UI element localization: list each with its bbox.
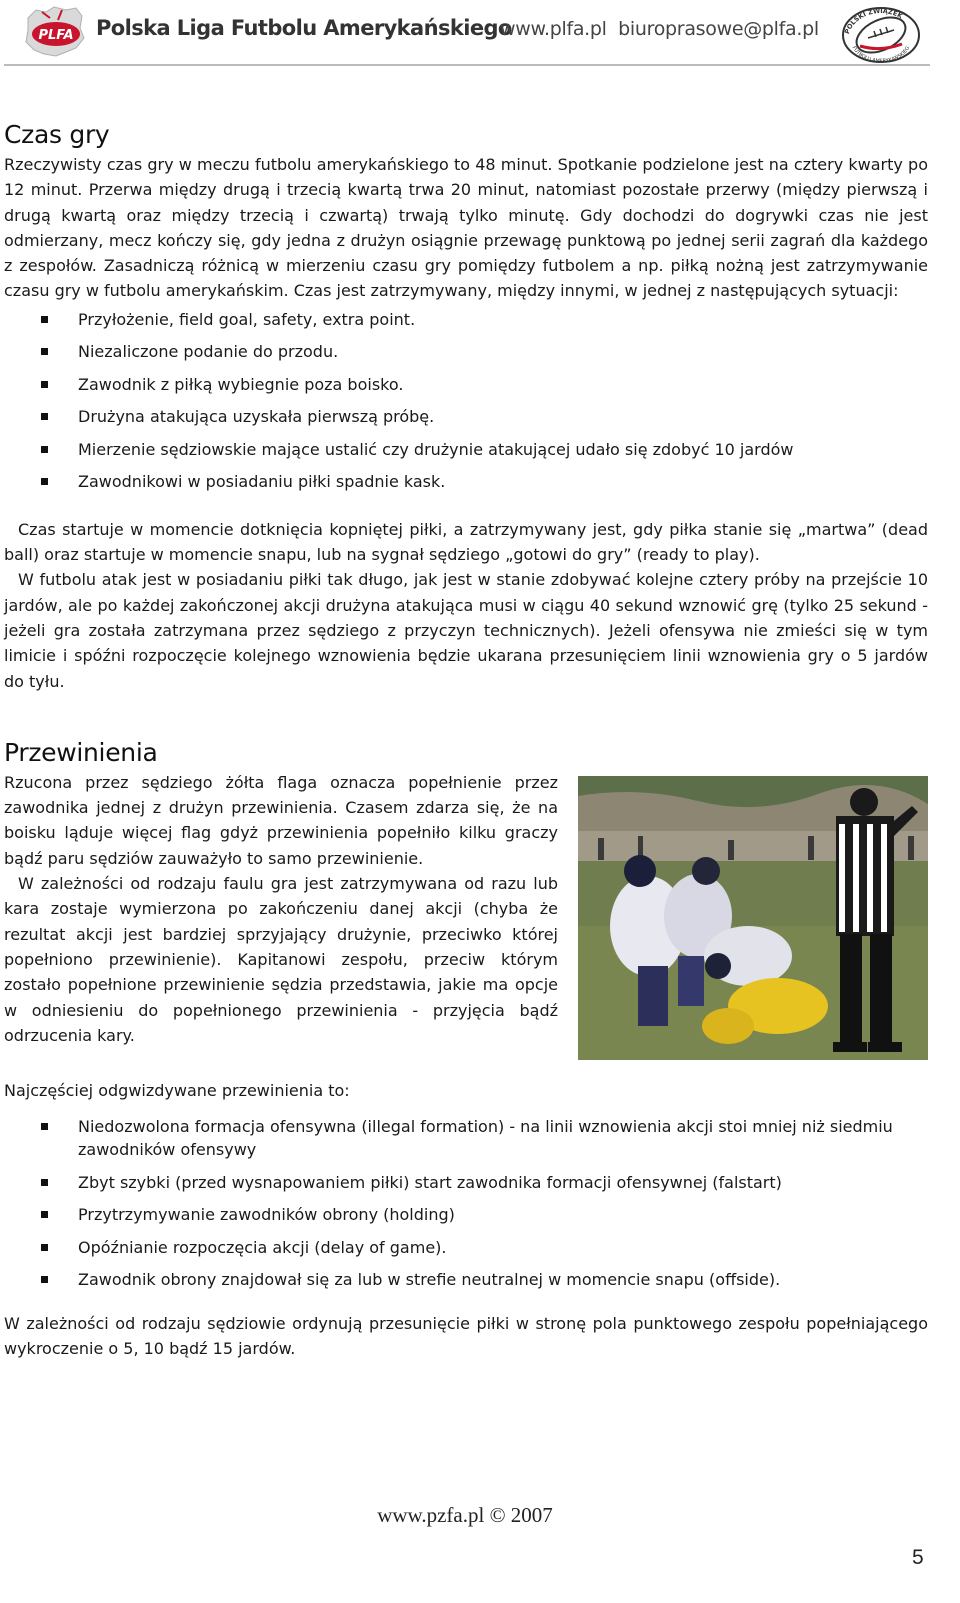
clock-stop-list bbox=[4, 308, 928, 494]
footer-site: www.pzfa.pl © 2007 bbox=[377, 1503, 553, 1527]
bullet-icon bbox=[41, 413, 48, 420]
list-item-text: Opóźnianie rozpoczęcia akcji (delay of game). bbox=[78, 1237, 447, 1257]
list-item-text: Niedozwolona formacja ofensywna (illegal formation) - na linii wznowienia akcji stoi mniej niż siedmiu zawodników ofensywy bbox=[78, 1117, 893, 1160]
penalties-list-intro: Najczęściej odgwizdywane przewinienia to: bbox=[4, 1080, 350, 1100]
bullet-icon bbox=[41, 1179, 48, 1186]
section-heading-penalties: Przewinienia bbox=[4, 737, 158, 767]
list-item bbox=[4, 1171, 928, 1194]
plfa-logo-text: PLFA bbox=[38, 28, 74, 43]
bullet-icon bbox=[41, 478, 48, 485]
plfa-logo bbox=[22, 4, 86, 58]
header-divider bbox=[4, 64, 930, 66]
common-penalties-list bbox=[4, 1115, 928, 1291]
list-item bbox=[4, 373, 928, 396]
list-item-text: Mierzenie sędziowskie mające ustalić czy drużynie atakującej udało się zdobyć 10 jardów bbox=[78, 439, 794, 459]
list-item bbox=[4, 1268, 928, 1291]
penalty-flag-paragraph: Rzucona przez sędziego żółta flaga oznacza popełnienie przez zawodnika jednej z drużyn przewinienia. Czasem zdarza się, że na boisku ląduje więcej flag gdyż przewinienia popełniło kilku graczy bądź paru sędziów zauważyło to samo przewinienie. bbox=[4, 772, 558, 868]
list-item bbox=[4, 438, 928, 461]
bullet-icon bbox=[41, 446, 48, 453]
list-item bbox=[4, 308, 928, 331]
penalty-yardage-paragraph: W zależności od rodzaju sędziowie ordynują przesunięcie piłki w stronę pola punktowego zespołu popełniającego wykroczenie o 5, 10 bądź 15 jardów. bbox=[4, 1313, 928, 1358]
list-item bbox=[4, 1115, 928, 1161]
list-item bbox=[4, 1236, 928, 1259]
list-item-text: Zawodnik obrony znajdował się za lub w strefie neutralnej w momencie snapu (offside). bbox=[78, 1270, 781, 1290]
section-heading-game-time: Czas gry bbox=[4, 120, 110, 149]
bullet-icon bbox=[41, 348, 48, 355]
list-item-text: Zawodnikowi w posiadaniu piłki spadnie kask. bbox=[78, 472, 446, 492]
bullet-icon bbox=[41, 316, 48, 323]
list-item-text: Przytrzymywanie zawodników obrony (holding) bbox=[78, 1205, 455, 1225]
svg-text:FUTBOLU AMERYKAŃSKIEGO: FUTBOLU AMERYKAŃSKIEG bbox=[850, 45, 912, 64]
page-header bbox=[0, 0, 960, 66]
clock-start-paragraph: Czas startuje w momencie dotknięcia kopniętej piłki, a zatrzymywany jest, gdy piłka stanie się „martwa” (dead ball) oraz startuje w momencie snapu, lub na sygnał sędziego „gotowi do gry” (ready to play). bbox=[4, 519, 928, 565]
bullet-icon bbox=[41, 1211, 48, 1218]
list-item bbox=[4, 340, 928, 363]
header-contact: www.plfa.pl biuroprasowe@plfa.pl bbox=[500, 18, 819, 40]
pzfa-logo bbox=[838, 2, 924, 64]
list-item-text: Zawodnik z piłką wybiegnie poza boisko. bbox=[78, 374, 404, 394]
bullet-icon bbox=[41, 1244, 48, 1251]
game-time-paragraph: Rzeczywisty czas gry w meczu futbolu amerykańskiego to 48 minut. Spotkanie podzielone jest na cztery kwarty po 12 minut. Przerwa między drugą i trzecią kwartą trwa 20 minut, natomiast pozostałe przerwy (między pierwszą i drugą kwartą oraz między trzecią i czwartą) trwają tylko minutę. Gdy dochodzi do dogrywki czas nie jest odmierzany, mecz kończy się, gdy jedna z drużyn osiągnie przewagę punktową po jednej serii zagrań dla każdego z zespołów. Zasadniczą różnicą w mierzeniu czasu gry pomiędzy futbolem a np. piłką nożną jest zatrzymywanie czasu gry w futbolu amerykańskim. Czas jest zatrzymywany, między innymi, w jednej z następujących sytuacji: bbox=[4, 155, 928, 301]
list-item bbox=[4, 1203, 928, 1226]
document-body bbox=[4, 118, 928, 1361]
bullet-icon bbox=[41, 1276, 48, 1283]
list-item-text: Przyłożenie, field goal, safety, extra point. bbox=[78, 309, 416, 329]
svg-text:POLSKI ZWIĄZEK: POLSKI ZWIĄZEK bbox=[842, 6, 904, 36]
list-item-text: Niezaliczone podanie do przodu. bbox=[78, 342, 339, 362]
play-clock-paragraph: W futbolu atak jest w posiadaniu piłki tak długo, jak jest w stanie zdobywać kolejne cztery próby na przejście 10 jardów, ale po każdej zakończonej akcji drużyna atakująca musi w ciągu 40 sekund wznowić grę (tylko 25 sekund - jeżeli gra została zatrzymana przez sędziego z przyczyn technicznych). Jeżeli ofensywa nie zmieści się w tym limicie i spóźni rozpoczęcie kolejnego wznowienia będzie ukarana przesunięciem linii wznowienia gry o 5 jardów do tyłu. bbox=[4, 570, 928, 691]
list-item-text: Drużyna atakująca uzyskała pierwszą próbę. bbox=[78, 407, 435, 427]
list-item bbox=[4, 405, 928, 428]
bullet-icon bbox=[41, 1123, 48, 1130]
football-game-photo bbox=[578, 776, 928, 1060]
list-item bbox=[4, 470, 928, 493]
list-item-text: Zbyt szybki (przed wysnapowaniem piłki) start zawodnika formacji ofensywnej (falstart) bbox=[78, 1172, 782, 1192]
page-number: 5 bbox=[912, 1546, 924, 1569]
header-title: Polska Liga Futbolu Amerykańskiego bbox=[96, 16, 512, 40]
bullet-icon bbox=[41, 381, 48, 388]
penalty-enforcement-paragraph: W zależności od rodzaju faulu gra jest zatrzymywana od razu lub kara zostaje wymierzona po zakończeniu danej akcji (chyba że rezultat akcji jest bardziej sprzyjający drużynie, przeciwko której popełniono przewinienie). Kapitanowi zespołu, przeciw którym zostało popełnione przewinienie sędzia przedstawia, jakie ma opcje w odniesieniu do popełnionego przewinienia - przyjęcia bądź odrzucenia kary. bbox=[4, 874, 558, 1045]
